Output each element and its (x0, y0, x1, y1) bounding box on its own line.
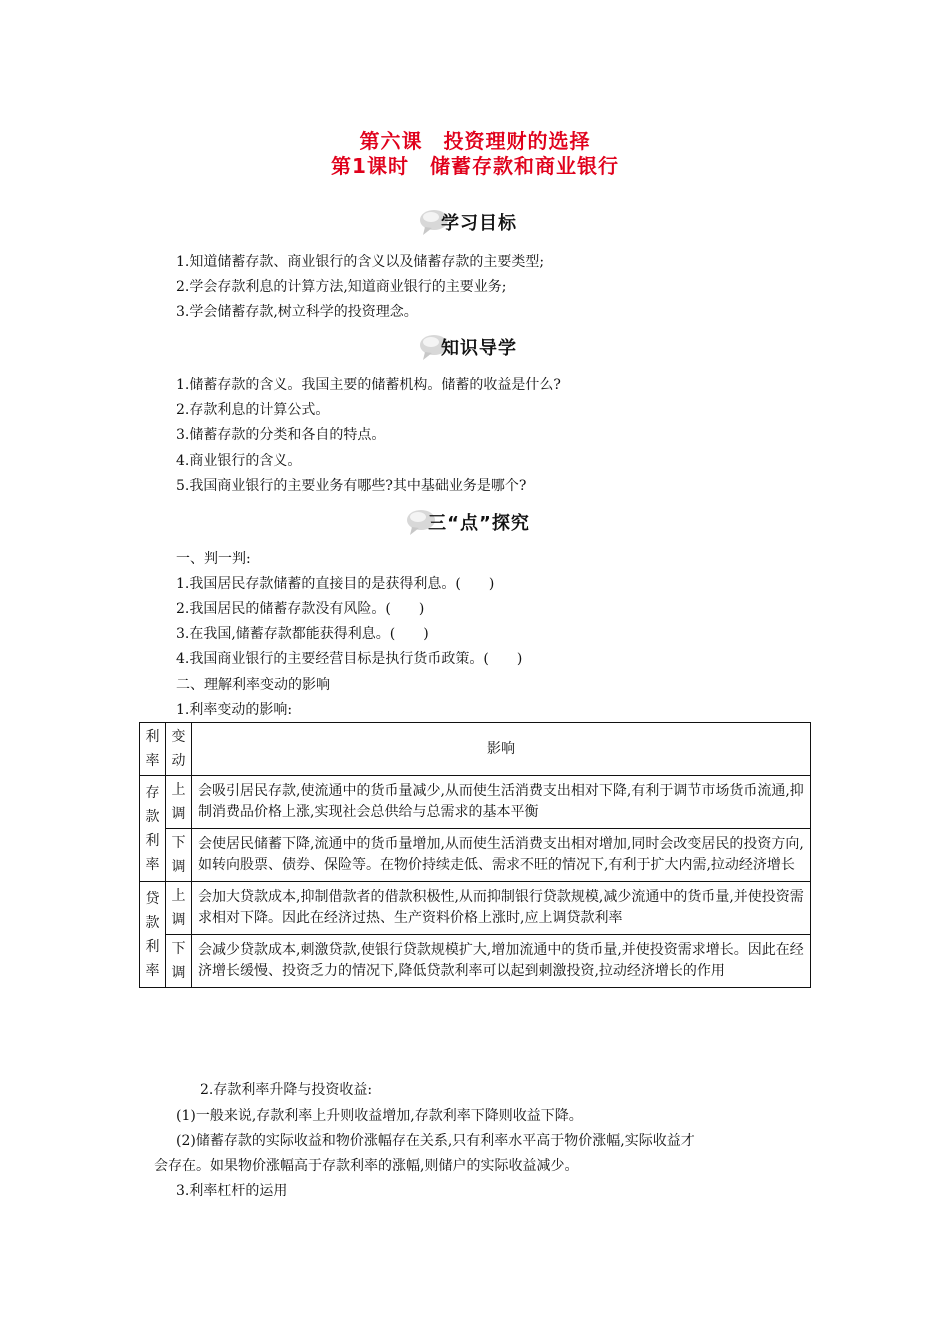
effect-cell: 会吸引居民存款,使流通中的货币量减少,从而使生活消费支出相对下降,有利于调节市场货币流通,抑制消费品价格上涨,实现社会总供给与总需求的基本平衡 (192, 776, 811, 829)
paragraph-1: (1)一般来说,存款利率上升则收益增加,存款利率下降则收益下降。 (176, 1108, 583, 1124)
guide-item: 2.存款利息的计算公式。 (176, 402, 330, 418)
section-heading-explore (0, 505, 950, 539)
effect-cell: 会减少贷款成本,刺激贷款,使银行贷款规模扩大,增加流通中的货币量,并使投资需求增长。因此在经济增长缓慢、投资乏力的情况下,降低贷款利率可以起到刺激投资,拉动经济增长的作用 (192, 935, 811, 988)
table-header-row (140, 723, 811, 776)
guide-item: 5.我国商业银行的主要业务有哪些?其中基础业务是哪个? (176, 478, 527, 494)
lever-heading: 3.利率杠杆的运用 (176, 1183, 288, 1199)
section-heading-guide (0, 330, 950, 364)
section-label-explore: 三“点”探究 (428, 513, 530, 534)
guide-item: 3.储蓄存款的分类和各自的特点。 (176, 427, 386, 443)
judge-item: 3.在我国,储蓄存款都能获得利息。( ) (176, 626, 429, 642)
table-header-cell: 影响 (192, 723, 811, 776)
table-header-cell: 利率 (140, 723, 166, 776)
table-row (140, 882, 811, 935)
change-cell: 下调 (166, 829, 192, 882)
guide-item: 4.商业银行的含义。 (176, 453, 302, 469)
effect-cell: 会加大贷款成本,抑制借款者的借款积极性,从而抑制银行贷款规模,减少流通中的货币量,并使投资需求相对下降。因此在经济过热、生产资料价格上涨时,应上调贷款利率 (192, 882, 811, 935)
table-row (140, 776, 811, 829)
lesson-title: 第六课 投资理财的选择 (359, 129, 591, 153)
judge-heading: 一、判一判: (176, 551, 251, 567)
table-header-cell: 变动 (166, 723, 192, 776)
judge-item: 1.我国居民存款储蓄的直接目的是获得利息。( ) (176, 576, 495, 592)
paragraph-2b: 会存在。如果物价涨幅高于存款利率的涨幅,则储户的实际收益减少。 (154, 1158, 579, 1174)
goal-item: 1.知道储蓄存款、商业银行的含义以及储蓄存款的主要类型; (176, 254, 545, 270)
rate-type-cell: 贷款利率 (140, 882, 166, 988)
change-cell: 上调 (166, 882, 192, 935)
interest-rate-effect-table (139, 722, 811, 988)
section-heading-goals (0, 205, 950, 239)
section-label-guide: 知识导学 (441, 338, 517, 359)
change-cell: 下调 (166, 935, 192, 988)
understand-sub1: 1.利率变动的影响: (176, 702, 293, 718)
section-label-goals: 学习目标 (441, 213, 517, 234)
effect-cell: 会使居民储蓄下降,流通中的货币量增加,从而使生活消费支出相对增加,同时会改变居民的投资方向,如转向股票、债券、保险等。在物价持续走低、需求不旺的情况下,有利于扩大内需,拉动经济增长 (192, 829, 811, 882)
table-row (140, 935, 811, 988)
rate-type-cell: 存款利率 (140, 776, 166, 882)
period-title: 第1课时 储蓄存款和商业银行 (331, 154, 619, 178)
change-cell: 上调 (166, 776, 192, 829)
guide-item: 1.储蓄存款的含义。我国主要的储蓄机构。储蓄的收益是什么? (176, 377, 561, 393)
judge-item: 2.我国居民的储蓄存款没有风险。( ) (176, 601, 425, 617)
goal-item: 2.学会存款利息的计算方法,知道商业银行的主要业务; (176, 279, 507, 295)
judge-item: 4.我国商业银行的主要经营目标是执行货币政策。( ) (176, 651, 523, 667)
goal-item: 3.学会储蓄存款,树立科学的投资理念。 (176, 304, 418, 320)
deposit-rate-sub: 2.存款利率升降与投资收益: (200, 1082, 373, 1098)
paragraph-2a: (2)储蓄存款的实际收益和物价涨幅存在关系,只有利率水平高于物价涨幅,实际收益才 (176, 1133, 695, 1149)
understand-heading: 二、理解利率变动的影响 (176, 677, 330, 693)
table-row (140, 829, 811, 882)
